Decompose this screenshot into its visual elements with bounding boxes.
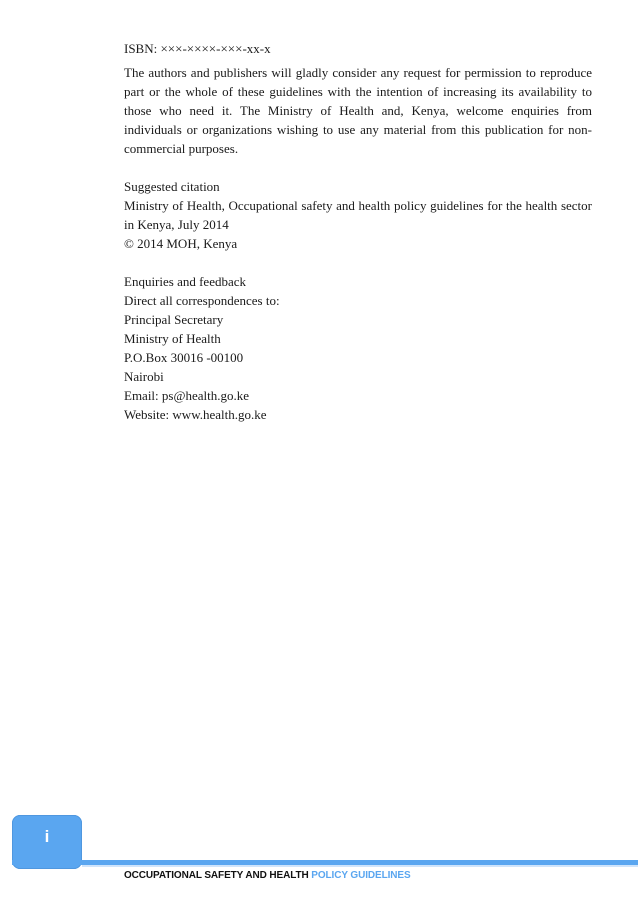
footer-title-dark: OCCUPATIONAL SAFETY AND HEALTH xyxy=(124,870,309,881)
enquiries-heading: Enquiries and feedback xyxy=(124,274,247,289)
citation-text: Ministry of Health, Occupational safety and health policy guidelines for the health sector in Kenya, July 2014 xyxy=(124,198,592,232)
website-line: Website: www.health.go.ke xyxy=(124,407,267,422)
isbn: ISBN: ×××-××××-×××-xx-x xyxy=(124,41,271,56)
rights-paragraph: The authors and publishers will gladly consider any request for permission to reproduce part or the whole of these guidelines with the intention of increasing its availability to those who need it. The Ministry of Health and, Kenya, welcome enquiries from individuals or organizations wishing to use any material from this publication for non-commercial purposes. xyxy=(124,65,592,156)
page-number: i xyxy=(44,827,50,846)
enquiries-line: Direct all correspondences to: xyxy=(124,293,280,308)
citation-heading: Suggested citation xyxy=(124,179,220,194)
footer-title-blue: POLICY GUIDELINES xyxy=(311,870,411,881)
enquiries-line: P.O.Box 30016 -00100 xyxy=(124,350,244,365)
email-line: Email: ps@health.go.ke xyxy=(124,388,249,403)
citation-section xyxy=(124,177,592,253)
footer-title xyxy=(124,870,411,881)
footer-rule-shadow xyxy=(82,865,638,867)
page-content xyxy=(124,39,592,424)
copyright-line: © 2014 MOH, Kenya xyxy=(124,236,238,251)
enquiries-section xyxy=(124,272,592,424)
enquiries-line: Principal Secretary xyxy=(124,312,224,327)
enquiries-line: Nairobi xyxy=(124,369,164,384)
enquiries-line: Ministry of Health xyxy=(124,331,221,346)
